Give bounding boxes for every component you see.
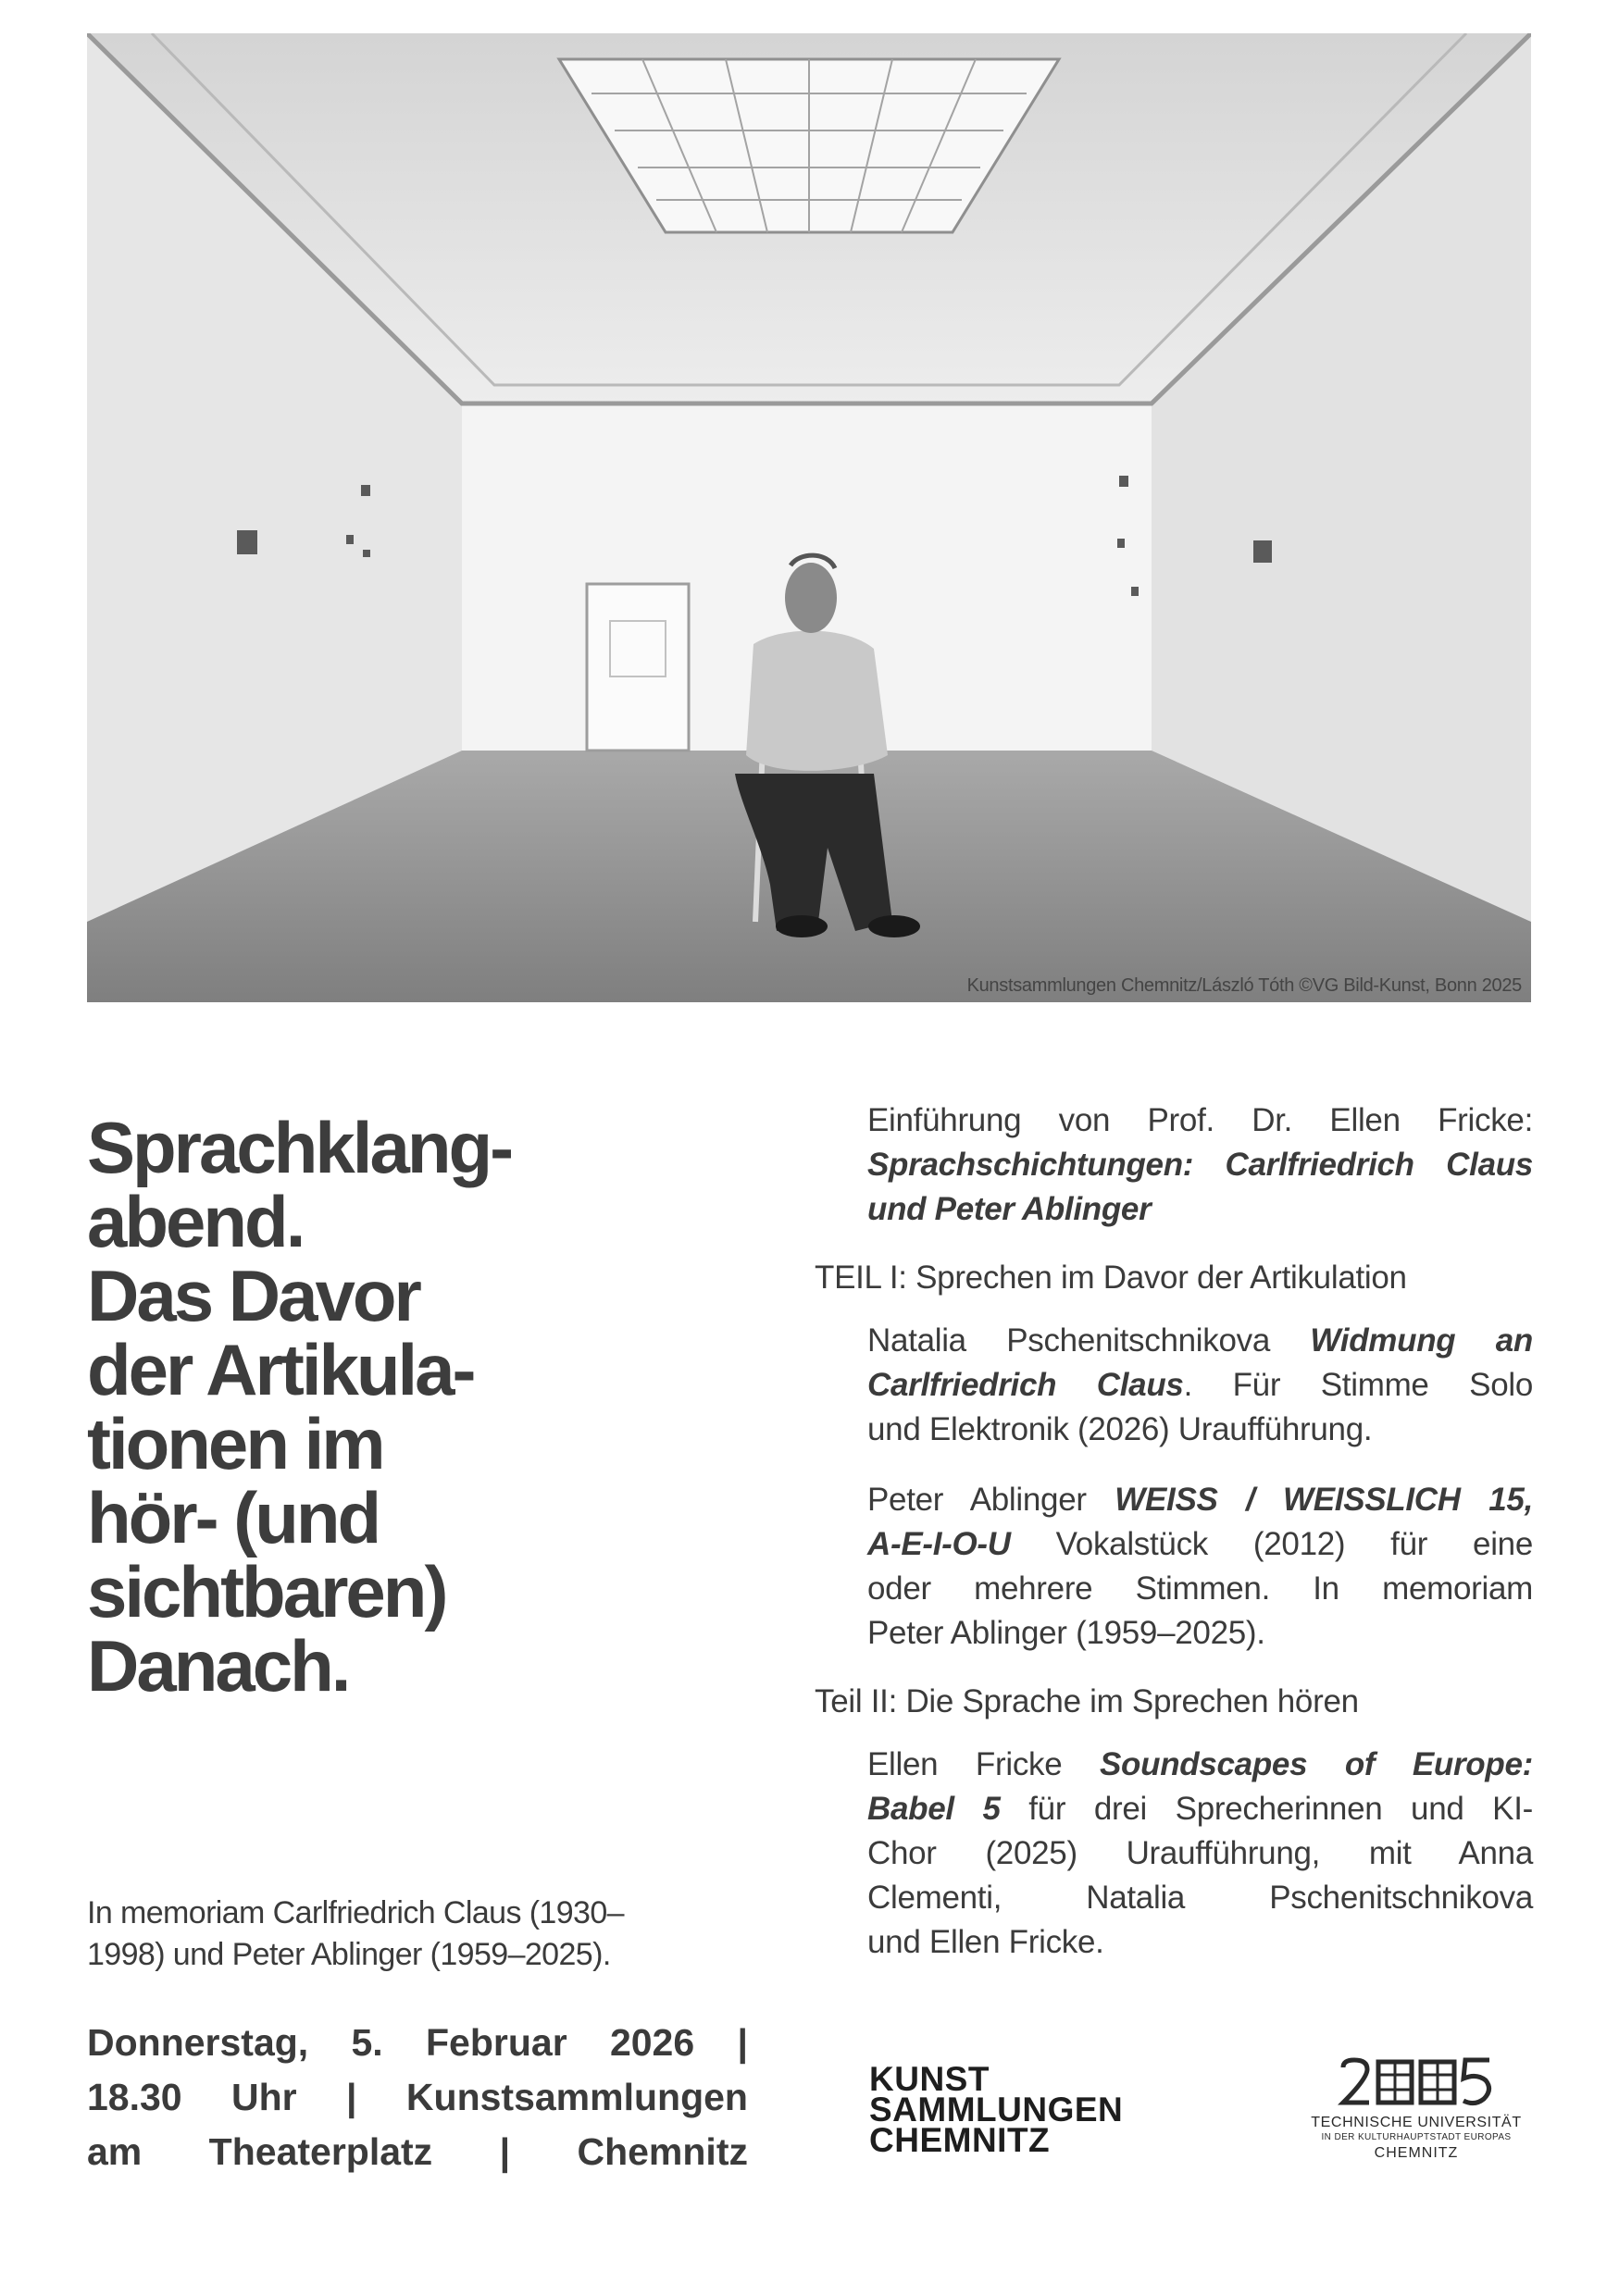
kunstsammlungen-logo (869, 2060, 1124, 2159)
event-line-time (87, 2070, 748, 2125)
event-word: 18.30 (87, 2076, 182, 2118)
gallery-photo (87, 33, 1531, 1002)
event-word: Donnerstag, (87, 2021, 309, 2064)
part-heading: TEIL I: Sprechen im Davor der Artikulation (815, 1260, 1407, 1296)
work-description: Clementi, Natalia Pschenitschnikova (867, 1880, 1533, 1916)
memoriam-line: In memoriam Carlfriedrich Claus (1930– (87, 1895, 624, 1930)
work-title: Carlfriedrich Claus (867, 1367, 1184, 1403)
memoriam-text (87, 1893, 753, 1976)
title-line: abend. (87, 1181, 304, 1262)
event-word: am (87, 2130, 143, 2173)
program-work (867, 1478, 1533, 1656)
event-word: Chemnitz (577, 2130, 748, 2173)
title-line: Sprachklang- (87, 1107, 512, 1188)
logo-line: SAMMLUNGEN (869, 2091, 1124, 2128)
work-title: Soundscapes of Europe: (1099, 1746, 1533, 1782)
work-composer: Natalia Pschenitschnikova (867, 1322, 1270, 1359)
title-line: sichtbaren) (87, 1551, 446, 1632)
tu-subtitle: IN DER KULTURHAUPTSTADT EUROPAS (1321, 2132, 1512, 2142)
tu-city: CHEMNITZ (1374, 2145, 1459, 2161)
event-word: | (346, 2076, 357, 2118)
title-line: tionen im (87, 1403, 383, 1484)
title-line: Das Davor (87, 1255, 419, 1336)
intro-text: Einführung von Prof. Dr. Ellen Fricke: (867, 1102, 1533, 1138)
work-description: Chor (2025) Uraufführung, mit Anna (867, 1835, 1533, 1871)
work-composer: Peter Ablinger (867, 1482, 1087, 1518)
memoriam-line: 1998) und Peter Ablinger (1959–2025). (87, 1937, 611, 1972)
work-description: Vokalstück (2012) für eine (1010, 1526, 1533, 1562)
event-word: | (499, 2130, 511, 2173)
program-intro (867, 1098, 1533, 1232)
title-line: Danach. (87, 1625, 349, 1706)
program-work (867, 1319, 1533, 1452)
event-line-place (87, 2125, 748, 2179)
title-line: hör- (und (87, 1477, 380, 1558)
event-line-date (87, 2016, 748, 2070)
work-description: und Ellen Fricke. (867, 1924, 1104, 1960)
event-word: Uhr (231, 2076, 297, 2118)
event-title (87, 1107, 753, 1706)
event-word: Theaterplatz (208, 2130, 433, 2173)
event-details (87, 2016, 748, 2179)
tu-2025-mark-icon (1338, 2056, 1495, 2108)
tu-chemnitz-logo (1296, 2056, 1537, 2163)
gallery-room-image (87, 33, 1531, 1002)
work-title: Widmung an (1310, 1322, 1533, 1359)
photo-credit: Kunstsammlungen Chemnitz/László Tóth ©VG Bild-Kunst, Bonn 2025 (966, 975, 1522, 996)
work-description: Peter Ablinger (1959–2025). (867, 1615, 1265, 1651)
event-word: | (737, 2021, 748, 2064)
work-title: A-E-I-O-U (867, 1526, 1011, 1562)
work-description: oder mehrere Stimmen. In memoriam (867, 1570, 1533, 1607)
intro-title: Sprachschichtungen: Carlfriedrich Claus (867, 1147, 1533, 1183)
event-word: Februar (426, 2021, 567, 2064)
work-description: für drei Sprecherinnen und KI- (1000, 1791, 1533, 1827)
program-work (867, 1743, 1533, 1965)
event-word: Kunstsammlungen (405, 2076, 748, 2118)
work-title: Babel 5 (867, 1791, 1001, 1827)
title-line: der Artikula- (87, 1329, 474, 1410)
logo-line: KUNST (869, 2060, 990, 2098)
event-word: 2026 (609, 2021, 695, 2064)
tu-name: TECHNISCHE UNIVERSITÄT (1311, 2115, 1522, 2130)
event-word: 5. (351, 2021, 383, 2064)
work-description: . Für Stimme Solo (1183, 1367, 1533, 1403)
work-title: WEISS / WEISSLICH 15, (1115, 1482, 1533, 1518)
logo-line: CHEMNITZ (869, 2121, 1051, 2159)
work-composer: Ellen Fricke (867, 1746, 1063, 1782)
part-heading: Teil II: Die Sprache im Sprechen hören (815, 1683, 1359, 1719)
intro-title: und Peter Ablinger (867, 1191, 1152, 1227)
work-description: und Elektronik (2026) Uraufführung. (867, 1411, 1373, 1447)
program (815, 1098, 1533, 1965)
